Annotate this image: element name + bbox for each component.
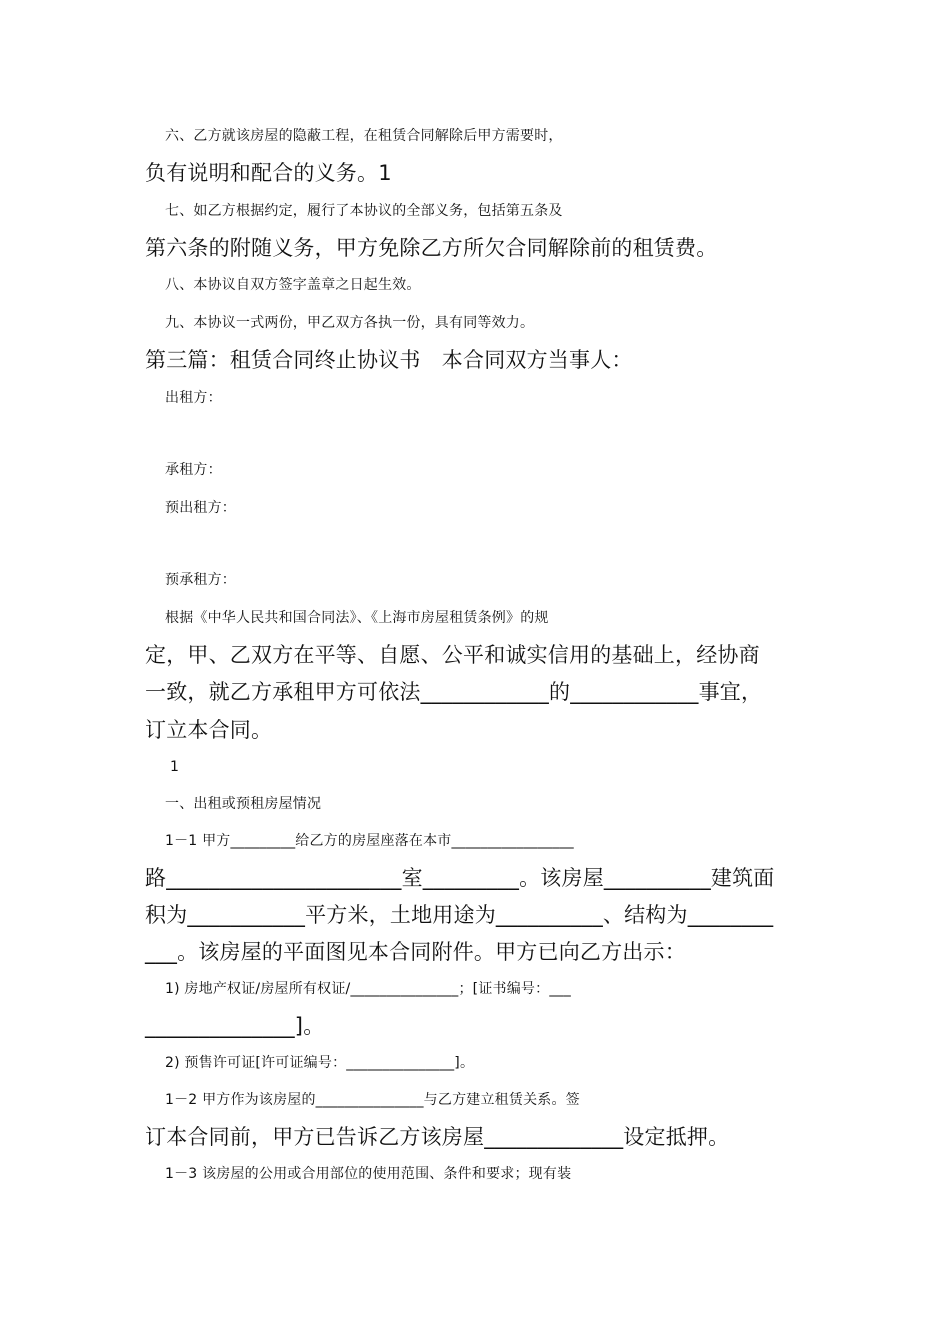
presale-permit-line: 2) 预售许可证[许可证编号：_______________]。	[165, 1055, 475, 1071]
preamble-line-2: 定，甲、乙双方在平等、自愿、公平和诚实信用的基础上，经协商	[145, 643, 760, 667]
clause-9: 九、本协议一式两份，甲乙双方各执一份，具有同等效力。	[165, 315, 535, 331]
pre-lessor-label: 预出租方：	[165, 500, 236, 516]
preamble-line-4: 订立本合同。	[145, 718, 273, 742]
section-1-heading: 一、出租或预租房屋情况	[165, 796, 322, 812]
certificate-line-2: ______________]。	[145, 1014, 325, 1038]
clause-7-line-2: 第六条的附随义务，甲方免除乙方所欠合同解除前的租赁费。	[145, 236, 718, 260]
page-number: 1	[170, 759, 180, 775]
lessee-label: 承租方：	[165, 462, 222, 478]
lessor-label: 出租方：	[165, 390, 222, 406]
section-heading: 第三篇：租赁合同终止协议书 本合同双方当事人：	[145, 348, 633, 372]
preamble-line-3: 一致，就乙方承租甲方可依法____________的____________事宜，	[145, 680, 763, 704]
preamble-line-1: 根据《中华人民共和国合同法》、《上海市房屋租赁条例》的规	[165, 610, 549, 626]
clause-1-1-line-2: 路______________________室_________。该房屋__________建筑面	[145, 866, 775, 890]
certificate-line-1: 1) 房地产权证/房屋所有权证/_______________；[证书编号：___	[165, 981, 571, 997]
clause-1-2-line-1: 1－2 甲方作为该房屋的_______________与乙方建立租赁关系。签	[165, 1092, 580, 1108]
pre-lessee-label: 预承租方：	[165, 572, 236, 588]
clause-1-3-line-1: 1－3 该房屋的公用或合用部位的使用范围、条件和要求；现有装	[165, 1166, 572, 1182]
clause-6-line-1: 六、乙方就该房屋的隐蔽工程，在租赁合同解除后甲方需要时，	[165, 128, 563, 144]
clause-1-1-line-3: 积为___________平方米，土地用途为__________、结构为________	[145, 903, 774, 927]
clause-8: 八、本协议自双方签字盖章之日起生效。	[165, 277, 421, 293]
clause-1-1-line-4: ___。该房屋的平面图见本合同附件。甲方已向乙方出示：	[145, 940, 686, 964]
clause-1-2-line-2: 订本合同前，甲方已告诉乙方该房屋_____________设定抵押。	[145, 1125, 730, 1149]
clause-6-line-2: 负有说明和配合的义务。1	[145, 161, 392, 185]
clause-1-1-line-1: 1－1 甲方_________给乙方的房屋座落在本市_________________	[165, 833, 574, 849]
clause-7-line-1: 七、如乙方根据约定，履行了本协议的全部义务，包括第五条及	[165, 203, 563, 219]
